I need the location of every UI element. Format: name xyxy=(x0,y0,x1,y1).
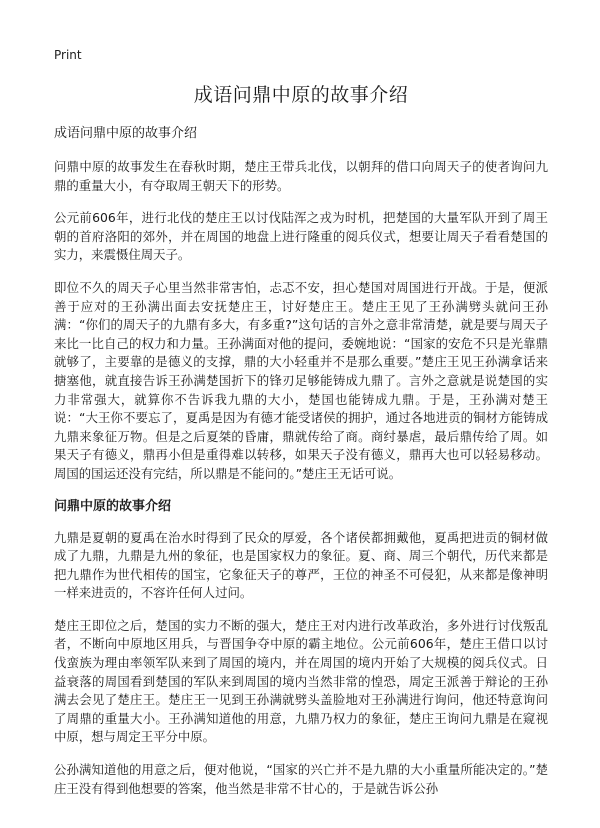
intro-paragraph-1: 问鼎中原的故事发生在春秋时期，楚庄王带兵北伐，以朝拜的借口向周天子的使者询问九鼎的重量大小，有夺取周王朝天下的形势。 xyxy=(54,159,548,193)
article-subtitle: 成语问鼎中原的故事介绍 xyxy=(54,126,198,141)
intro-paragraph-3: 即位不久的周天子心里当然非常害怕，忐忑不安，担心楚国对周国进行开战。于是，便派善于应对的王孙满出面去安抚楚庄王，讨好楚庄王。楚庄王见了王孙满劈头就问王孙满：“你们的周天子的九鼎有多大，有多重?”这句话的言外之意非常清楚，就是要与周天子来比一比自己的权力和力量。王孙满面对他的提问，委婉地说：“国家的安危不只是光靠鼎就够了，主要靠的是德义的支撑，鼎的大小轻重并不是那么重要。”楚庄王见王孙满拿话来搪塞他，就直接告诉王孙满楚国折下的锋刃足够能铸成九鼎了。言外之意就是说楚国的实力非常强大，就算你不告诉我九鼎的大小，楚国也能铸成九鼎。于是，王孙满对楚王说：“大王你不要忘了，夏禹是因为有德才能受诸侯的拥护，通过各地进贡的铜材方能铸成九鼎来象征万物。但是之后夏桀的昏庸，鼎就传给了商。商纣暴虐，最后鼎传给了周。如果天子有德义，鼎再小但是重得难以转移，如果天子没有德义，鼎再大也可以轻易移动。周国的国运还没有完结，所以鼎是不能问的。”楚庄王无话可说。 xyxy=(54,279,548,481)
section-paragraph-2: 楚庄王即位之后，楚国的实力不断的强大，楚庄王对内进行改革政治，多外进行讨伐叛乱者，不断向中原地区用兵，与晋国争夺中原的霸主地位。公元前606年，楚庄王借口以讨伐蛮族为理由率领军队来到了周国的境内，并在周国的境内开始了大规模的阅兵仪式。日益衰落的周国看到楚国的军队来到周国的境内当然非常的惶恐，周定王派善于辩论的王孙满去会见了楚庄王。楚庄王一见到王孙满就劈头盖脸地对王孙满进行询问，他还特意询问了周鼎的重量大小。王孙满知道他的用意，九鼎乃权力的象征，楚庄王询问九鼎是在窥视中原，想与周定王平分中原。 xyxy=(54,617,548,745)
section-paragraph-1: 九鼎是夏朝的夏禹在治水时得到了民众的厚爱，各个诸侯都拥戴他，夏禹把进贡的铜材做成了九鼎，九鼎是九州的象征，也是国家权力的象征。夏、商、周三个朝代，历代来都是把九鼎作为世代相传的国宝，它象征天子的尊严，王位的神圣不可侵犯，从来都是像神明一样来进贡的，不容许任何人过问。 xyxy=(54,529,548,601)
print-link[interactable]: Print xyxy=(54,48,82,62)
section-paragraph-3: 公孙满知道他的用意之后，便对他说，“国家的兴亡并不是九鼎的大小重量所能决定的。”楚庄王没有得到他想要的答案，他当然是非常不甘心的，于是就告诉公孙 xyxy=(54,762,548,796)
intro-paragraph-2: 公元前606年，进行北伐的楚庄王以讨伐陆浑之戎为时机，把楚国的大量军队开到了周王朝的首府洛阳的郊外，并在周国的地盘上进行隆重的阅兵仪式，想要让周天子看看楚国的实力，来震慑住周天子。 xyxy=(54,210,548,263)
page-title: 成语问鼎中原的故事介绍 xyxy=(193,84,409,106)
section-heading: 问鼎中原的故事介绍 xyxy=(54,498,172,514)
